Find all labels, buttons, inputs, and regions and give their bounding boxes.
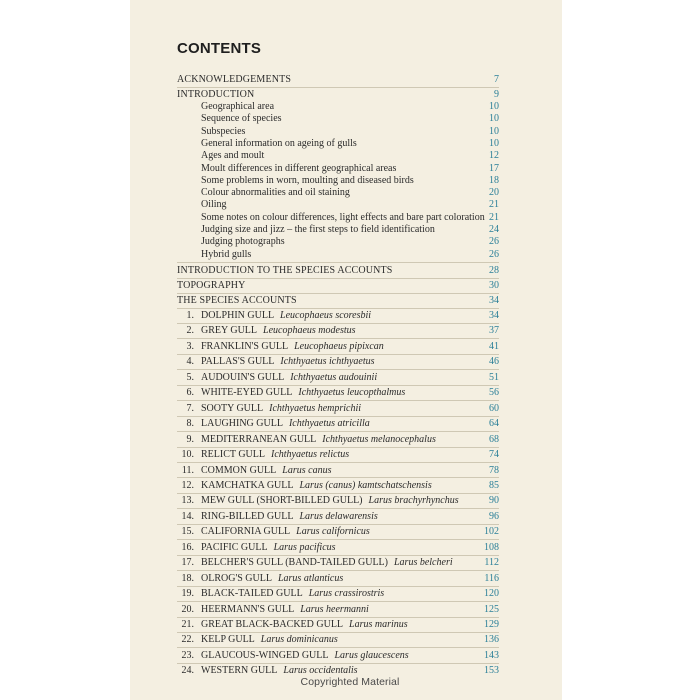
toc-species-entry[interactable] [177,324,499,337]
page-number: 10 [489,113,499,125]
page-number: 129 [484,619,499,630]
page-number: 51 [489,371,499,383]
page-number: 85 [489,479,499,491]
page-number: 17 [489,162,499,174]
species-name-group [201,464,331,477]
species-number: 21. [181,619,194,630]
toc-subsection-entry[interactable] [177,162,499,175]
toc-species-entry[interactable] [177,649,499,662]
species-common-name: MEDITERRANEAN GULL [201,433,317,445]
page-title: CONTENTS [177,40,262,57]
species-scientific-name: Ichthyaetus hemprichii [269,402,362,414]
toc-species-entry[interactable] [177,618,499,631]
subsection-label: Colour abnormalities and oil staining [201,187,350,199]
species-scientific-name: Larus dominicanus [260,634,338,646]
species-scientific-name: Larus (canus) kamtschatschensis [299,479,432,491]
species-number: 14. [181,510,194,522]
species-number: 19. [181,588,194,600]
page-number: 34 [489,295,499,306]
page-number: 10 [489,101,499,112]
toc-species-entry[interactable] [177,525,499,538]
species-number: 5. [186,371,194,383]
species-number: 11. [181,464,194,476]
species-number: 18. [181,572,194,584]
subsection-label: Hybrid gulls [201,248,252,260]
toc-species-entry[interactable] [177,402,499,415]
toc-species-entry[interactable] [177,417,499,430]
toc-species-entry[interactable] [177,541,499,554]
toc-subsection-entry[interactable] [177,198,499,211]
subsection-label: Oiling [201,199,227,211]
toc-subsection-entry[interactable] [177,149,499,162]
section-label: THE SPECIES ACCOUNTS [177,295,297,306]
subsection-label: Sequence of species [201,113,282,125]
toc-subsection-entry[interactable] [177,186,499,199]
species-number: 17. [181,557,194,569]
species-name-group [201,309,371,322]
toc-subsection-entry[interactable] [177,248,499,261]
toc-species-entry[interactable] [177,386,499,399]
species-common-name: HEERMANN'S GULL [201,603,295,615]
page-number: 60 [489,402,499,414]
species-common-name: CALIFORNIA GULL [201,526,291,538]
page-number: 24 [489,224,499,235]
species-scientific-name: Ichthyaetus relictus [270,449,350,461]
species-common-name: WESTERN GULL [201,665,278,677]
page-number: 64 [489,418,499,430]
page-number: 26 [489,236,499,248]
species-scientific-name: Larus occidentalis [283,665,358,677]
species-name-group [201,448,349,461]
toc-section-entry[interactable] [177,279,499,292]
species-common-name: RELICT GULL [201,449,265,461]
species-scientific-name: Larus delawarensis [299,510,378,522]
species-common-name: LAUGHING GULL [201,418,283,430]
toc-subsection-entry[interactable] [177,223,499,236]
species-scientific-name: Larus marinus [349,619,408,630]
page-number: 90 [489,495,499,507]
species-common-name: WHITE-EYED GULL [201,387,293,399]
species-name-group [201,525,370,538]
species-scientific-name: Larus brachyrhynchus [368,495,459,507]
species-common-name: GREY GULL [201,325,258,337]
page-number: 7 [494,74,499,85]
species-number: 1. [186,310,194,321]
page-number: 74 [489,449,499,461]
section-label: INTRODUCTION TO THE SPECIES ACCOUNTS [177,265,393,276]
page-number: 12 [489,150,499,162]
page-number: 102 [484,526,499,538]
species-number: 2. [186,325,194,337]
species-common-name: PALLAS'S GULL [201,356,275,368]
species-common-name: KAMCHATKA GULL [201,479,294,491]
species-name-group [201,603,369,616]
toc-subsection-entry[interactable] [177,211,499,224]
species-scientific-name: Ichthyaetus leucopthalmus [298,387,406,399]
page-number: 116 [484,572,499,584]
watermark-bottom: Copyrighted Material [300,676,400,688]
toc-section-entry[interactable] [177,294,499,307]
page-number: 112 [484,557,499,569]
species-number: 20. [181,603,194,615]
toc-species-entry[interactable] [177,494,499,507]
section-label: TOPOGRAPHY [177,280,246,291]
species-name-group [201,572,343,585]
species-name-group [201,433,436,446]
toc-subsection-entry[interactable] [177,100,499,113]
species-scientific-name: Larus heermanni [300,603,369,615]
species-number: 7. [186,402,194,414]
page-number: 125 [484,603,499,615]
species-name-group [201,618,408,631]
species-name-group [201,649,409,662]
toc-section-entry[interactable] [177,264,499,277]
species-number: 10. [181,449,194,461]
species-common-name: BLACK-TAILED GULL [201,588,303,600]
subsection-label: Geographical area [201,101,275,112]
toc-subsection-entry[interactable] [177,174,499,187]
species-number: 13. [181,495,194,507]
species-scientific-name: Larus crassirostris [308,588,385,600]
page-number: 120 [484,588,499,600]
section-divider [177,262,499,263]
page-number: 26 [489,248,499,260]
species-number: 6. [186,387,194,399]
toc-species-entry[interactable] [177,464,499,477]
page-number: 136 [484,634,499,646]
toc-species-entry[interactable] [177,448,499,461]
species-name-group [201,371,377,384]
toc-subsection-entry[interactable] [177,235,499,248]
toc-species-entry[interactable] [177,433,499,446]
species-name-group [201,324,356,337]
species-scientific-name: Ichthyaetus atricilla [288,418,370,430]
toc-species-entry[interactable] [177,572,499,585]
species-scientific-name: Larus belcheri [394,557,453,569]
subsection-label: Ages and moult [201,150,265,162]
species-name-group [201,556,453,569]
page-number: 30 [489,280,499,291]
toc-section-entry[interactable] [177,73,499,86]
species-common-name: GLAUCOUS-WINGED GULL [201,649,329,661]
section-label: ACKNOWLEDGEMENTS [177,74,292,85]
page-number: 143 [484,649,499,661]
page-number: 20 [489,187,499,199]
subsection-label: Judging size and jizz – the first steps to field identification [201,224,435,235]
species-common-name: PACIFIC GULL [201,541,268,553]
toc-species-entry[interactable] [177,556,499,569]
subsection-label: General information on ageing of gulls [201,137,357,149]
toc-subsection-entry[interactable] [177,137,499,150]
species-number: 23. [181,649,194,661]
species-common-name: OLROG'S GULL [201,572,272,584]
species-common-name: SOOTY GULL [201,402,264,414]
species-scientific-name: Larus canus [282,464,332,476]
toc-subsection-entry[interactable] [177,112,499,125]
species-number: 22. [181,634,194,646]
toc-species-entry[interactable] [177,371,499,384]
toc-species-entry[interactable] [177,355,499,368]
species-name-group [201,633,338,646]
page-number: 153 [484,665,499,677]
subsection-label: Judging photographs [201,236,285,248]
species-common-name: RING-BILLED GULL [201,510,294,522]
page-number: 21 [489,211,499,223]
page-number: 28 [489,265,499,276]
species-name-group [201,355,375,368]
toc-species-entry[interactable] [177,603,499,616]
toc-species-entry[interactable] [177,479,499,492]
page-number: 108 [484,541,499,553]
species-name-group [201,479,432,492]
page-number: 9 [494,89,499,100]
species-scientific-name: Ichthyaetus ichthyaetus [280,356,375,368]
species-scientific-name: Larus californicus [296,526,370,538]
page-number: 78 [489,464,499,476]
species-name-group [201,417,370,430]
subsection-label: Subspecies [201,125,246,137]
species-scientific-name: Leucophaeus pipixcan [294,340,384,352]
species-common-name: GREAT BLACK-BACKED GULL [201,619,344,630]
species-scientific-name: Ichthyaetus melanocephalus [322,433,436,445]
species-name-group [201,541,336,554]
species-number: 8. [186,418,194,430]
toc-species-entry[interactable] [177,510,499,523]
page-number: 96 [489,510,499,522]
species-name-group [201,386,405,399]
page-number: 10 [489,137,499,149]
species-scientific-name: Leucophaeus modestus [263,325,356,337]
species-number: 16. [181,541,194,553]
species-common-name: COMMON GULL [201,464,277,476]
species-name-group [201,587,384,600]
species-common-name: AUDOUIN'S GULL [201,371,285,383]
species-scientific-name: Leucophaeus scoresbii [280,310,372,321]
page-number: 37 [489,325,499,337]
species-number: 3. [186,340,194,352]
species-name-group [201,494,459,507]
species-number: 4. [186,356,194,368]
species-common-name: MEW GULL (SHORT-BILLED GULL) [201,495,363,507]
species-common-name: KELP GULL [201,634,255,646]
page-number: 10 [489,125,499,137]
species-common-name: DOLPHIN GULL [201,310,275,321]
species-number: 24. [181,665,194,677]
page-number: 46 [489,356,499,368]
species-number: 9. [186,433,194,445]
species-name-group [201,510,378,523]
species-common-name: FRANKLIN'S GULL [201,340,289,352]
species-scientific-name: Ichthyaetus audouinii [290,371,378,383]
toc-species-entry[interactable] [177,309,499,322]
species-name-group [201,402,361,415]
page-number: 21 [489,199,499,211]
page-number: 56 [489,387,499,399]
page-number: 41 [489,340,499,352]
page-number: 34 [489,310,499,321]
species-number: 15. [181,526,194,538]
species-common-name: BELCHER'S GULL (BAND-TAILED GULL) [201,557,388,569]
toc-species-entry[interactable] [177,340,499,353]
page-number: 68 [489,433,499,445]
section-label: INTRODUCTION [177,89,255,100]
toc-species-entry[interactable] [177,633,499,646]
page-number: 18 [489,174,499,186]
species-scientific-name: Larus atlanticus [277,572,344,584]
subsection-label: Moult differences in different geographical areas [201,162,397,174]
species-scientific-name: Larus pacificus [273,541,336,553]
species-name-group [201,340,384,353]
toc-subsection-entry[interactable] [177,125,499,138]
species-scientific-name: Larus glaucescens [334,649,409,661]
toc-species-entry[interactable] [177,587,499,600]
subsection-label: Some problems in worn, moulting and diseased birds [201,174,414,186]
subsection-label: Some notes on colour differences, light effects and bare part coloration [201,211,485,223]
species-number: 12. [181,479,194,491]
